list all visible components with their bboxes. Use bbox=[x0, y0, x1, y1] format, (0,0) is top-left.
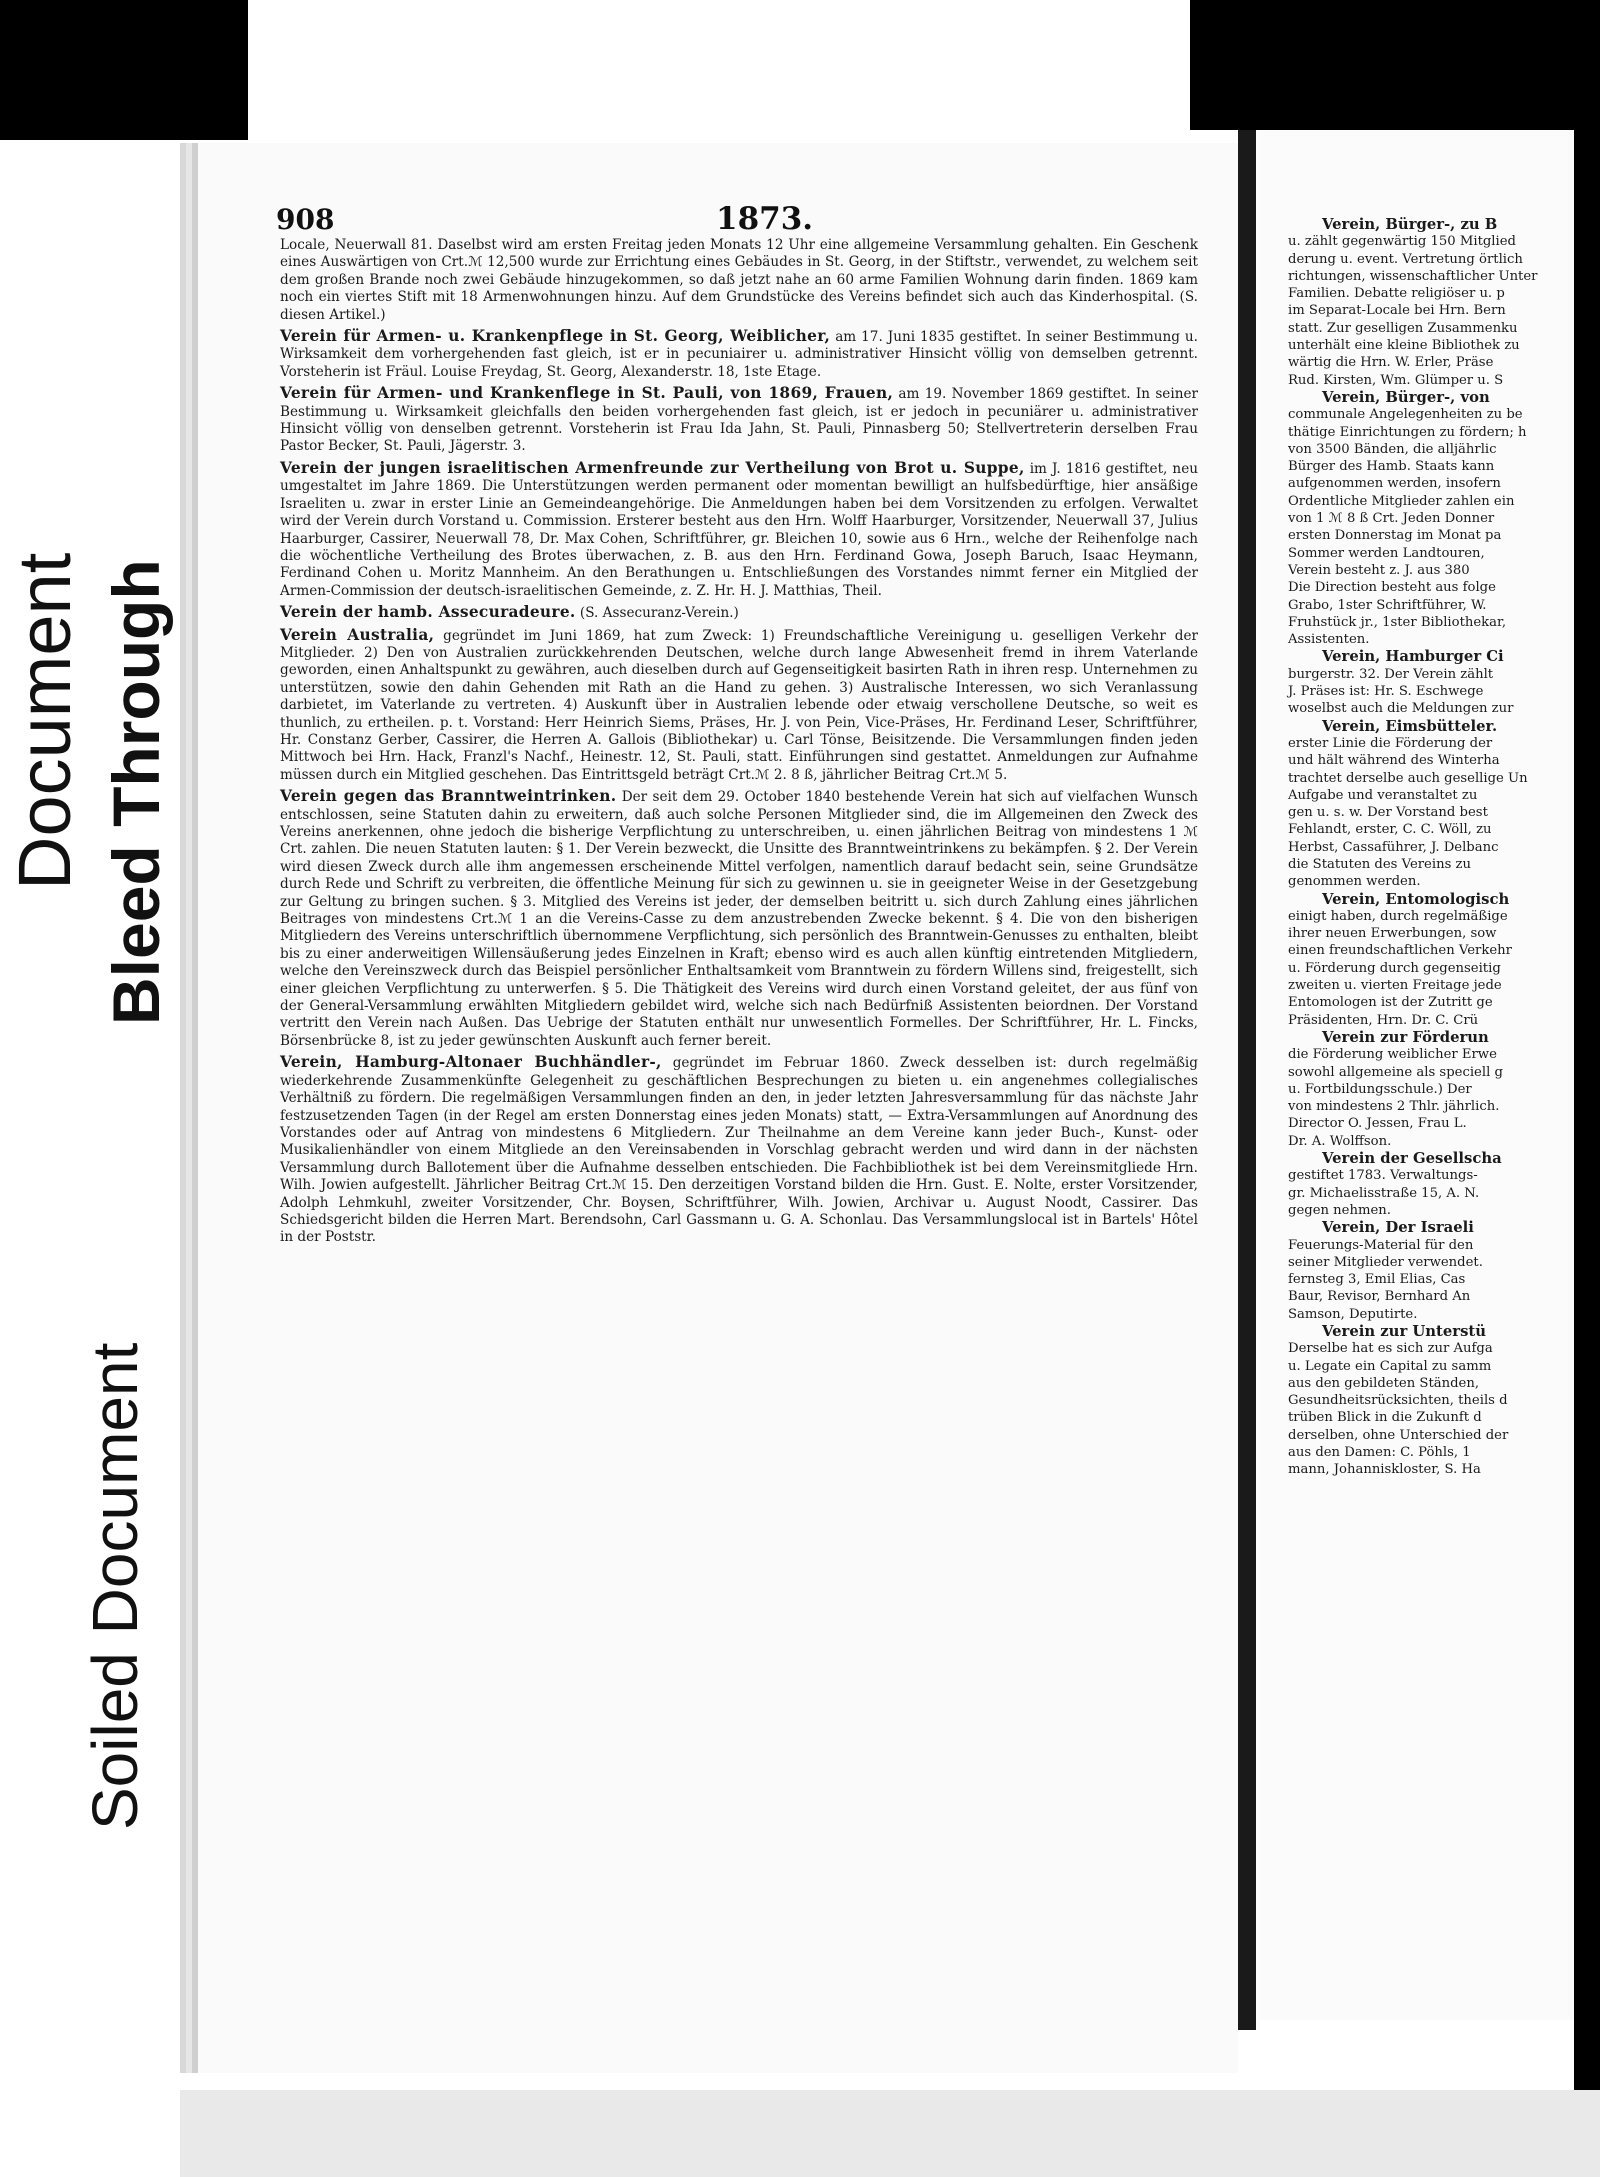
text-line: thätige Einrichtungen zu fördern; h bbox=[1288, 424, 1527, 440]
entry-body: Locale, Neuerwall 81. Daselbst wird am ersten Freitag jeden Monats 12 Uhr eine allgemeine Versammlung gehalten. Ein Geschenk eines Auswärtigen von Crt.ℳ 12,500 wurde zur Errichtung eines Gebäudes in St. Georg, in der Stiftstr., verwendet, zu welchem seit dem großen Brande noch zwei Gebäude hinzugekommen, so daß jetzt nahe an 60 arme Familien Wohnung darin finden. 1869 kam noch ein viertes Stift mit 18 Armenwohnungen hinzu. Auf dem Grundstücke des Vereins befindet sich auch das Kinderhospital. (S. diesen Artikel.) bbox=[280, 237, 1198, 323]
text-line: ersten Donnerstag im Monat pa bbox=[1288, 528, 1502, 544]
text-line: Familien. Debatte religiöser u. p bbox=[1288, 286, 1505, 302]
entry-body: im J. 1816 gestiftet, neu umgestaltet im Jahre 1869. Die Unterstützungen werden permanent oder momentan bewilligt an hulfsbedürftige, hier ansäßige Israeliten u. zwar in erster Linie an Gemeindeangehörige. Die Anmeldungen haben bei dem Vorsitzenden zu erfolgen. Verwaltet wird der Verein durch Vorstand u. Commission. Ersterer besteht aus den Hrn. Wolff Haarburger, Vorsitzender, Neuerwall 37, Julius Haarburger, Cassirer, Neuerwall 78, Dr. Max Cohen, Schriftführer, gr. Bleichen 10, sowie aus 6 Hrn., welche der Reihenfolge nach die wöchentliche Vertheilung des Brotes überwachen, z. B. aus den Hrn. Ferdinand Gowa, Joseph Baruch, Isaac Heymann, Ferdinand Cohen u. Moritz Mannheim. An den Berathungen u. Entschließungen des Vorstandes nimmt ferner ein Mitglied der Armen-Commission der deutsch-israelitischen Gemeinde, z. Z. Hr. H. J. Matthias, Theil. bbox=[280, 460, 1198, 599]
text-line: sowohl allgemeine als speciell g bbox=[1288, 1064, 1503, 1080]
right-page bbox=[1260, 130, 1574, 2020]
entry-heading: Verein für Armen- und Krankenflege in St. Pauli, von 1869, Frauen, bbox=[280, 384, 894, 403]
text-line: Dr. A. Wolffson. bbox=[1288, 1133, 1392, 1149]
label-document: Document bbox=[3, 552, 86, 890]
text-line: aufgenommen werden, insofern bbox=[1288, 476, 1501, 492]
text-line: u. Legate ein Capital zu samm bbox=[1288, 1358, 1492, 1374]
text-line: aus den Damen: C. Pöhls, 1 bbox=[1288, 1445, 1471, 1461]
text-line: einigt haben, durch regelmäßige bbox=[1288, 908, 1508, 924]
scan-border-top-right bbox=[1190, 0, 1600, 130]
entry-heading: Verein, Eimsbütteler. bbox=[1322, 717, 1498, 735]
text-line: Gesundheitsrücksichten, theils d bbox=[1288, 1393, 1508, 1409]
text-line: genommen werden. bbox=[1288, 874, 1421, 890]
text-line: u. Förderung durch gegenseitig bbox=[1288, 960, 1501, 976]
scan-border-bottom bbox=[180, 2090, 1600, 2177]
text-line: gen u. s. w. Der Vorstand best bbox=[1288, 805, 1488, 821]
page-year: 1873. bbox=[716, 201, 814, 237]
directory-entry bbox=[280, 604, 1198, 622]
text-line: die Förderung weiblicher Erwe bbox=[1288, 1047, 1497, 1063]
text-line: u. Fortbildungsschule.) Der bbox=[1288, 1081, 1472, 1097]
scan-border-top-left bbox=[0, 0, 248, 140]
text-line: zweiten u. vierten Freitage jede bbox=[1288, 978, 1502, 994]
text-line: Bürger des Hamb. Staats kann bbox=[1288, 459, 1495, 475]
text-line: von 1 ℳ 8 ß Crt. Jeden Donner bbox=[1288, 511, 1495, 527]
directory-entry bbox=[280, 237, 1198, 324]
text-line: von mindestens 2 Thlr. jährlich. bbox=[1288, 1099, 1500, 1115]
scan-border-right bbox=[1574, 0, 1600, 2177]
text-line: gegen nehmen. bbox=[1288, 1202, 1391, 1218]
entry-heading: Verein, Bürger-, zu B bbox=[1322, 216, 1498, 233]
entry-heading: Verein, Hamburg-Altonaer Buchhändler-, bbox=[280, 1053, 662, 1072]
text-line: Verein besteht z. J. aus 380 bbox=[1288, 562, 1470, 578]
directory-entry bbox=[280, 328, 1198, 381]
text-line: Herbst, Cassaführer, J. Delbanc bbox=[1288, 839, 1499, 855]
directory-entry bbox=[280, 385, 1198, 456]
text-line: Derselbe hat es sich zur Aufga bbox=[1288, 1341, 1493, 1357]
book-gutter bbox=[1238, 130, 1256, 2030]
text-line: von 3500 Bänden, die alljährlic bbox=[1288, 441, 1497, 457]
text-line: unterhält eine kleine Bibliothek zu bbox=[1288, 338, 1520, 354]
text-line: gr. Michaelisstraße 15, A. N. bbox=[1288, 1185, 1480, 1201]
text-line: trachtet derselbe auch gesellige Un bbox=[1288, 770, 1528, 786]
entry-heading: Verein der jungen israelitischen Armenfreunde zur Vertheilung von Brot u. Suppe, bbox=[280, 458, 1025, 477]
entry-body: am 17. Juni 1835 gestiftet. In seiner Bestimmung u. Wirksamkeit dem vorhergehenden fast gleich, ist er in pecuniairer u. administrativer Hinsicht völlig von demselben getrennt. Vorsteherin ist Fräul. Louise Freydag, St. Georg, Alexanderstr. 18, 1ste Etage. bbox=[280, 329, 1198, 380]
entry-body: Der seit dem 29. October 1840 bestehende Verein hat sich auf vielfachen Wunsch entschlossen, seine Statuten dahin zu erweitern, daß auch solche Personen Mitglieder sind, die im Allgemeinen den Zweck des Vereins anerkennen, ohne jedoch die bisherige Verpflichtung zu unterschreiben, u. einen jährlichen Beitrag von mindestens 1 ℳ Crt. zahlen. Die neuen Statuten lauten: § 1. Der Verein bezweckt, die Unsitte des Branntweintrinkens zu bekämpfen. § 2. Der Verein wird diesen Zweck durch alle ihm angemessen erscheinende Mittel verfolgen, namentlich darauf bedacht sein, seine Grundsätze durch Rede und Schrift zu verbreiten, die öffentliche Meinung für sich zu gewinnen u. sie in geeigneter Weise in der Gesetzgebung zur Geltung zu bringen suchen. § 3. Mitglied des Vereins ist jeder, der demselben beitritt u. sich durch Zahlung eines jährlichen Beitrages von mindestens Crt.ℳ 1 an die Vereins-Casse zu dem anzustrebenden Zwecke bekennt. § 4. Die von den bisherigen Mitgliedern des Vereins unterschriftlich übernommene Verpflichtung, sich persönlich des Branntwein-Genusses zu enthalten, bleibt bis zu einer anderweitigen Willensäußerung jedes Einzelnen in Kraft; ebenso wird es auch allen künftig eintretenden Mitgliedern, welche den Vereinszweck durch das Beispiel persönlicher Enthaltsamkeit vom Branntwein zu fördern Willens sind, freigestellt, sich einer gleichen Verpflichtung zu unterwerfen. § 5. Die Thätigkeit des Vereins wird durch einen Vorstand geleitet, der aus fünf von der General-Versammlung erwählten Mitgliedern gebildet wird, welche sich nach Bedürfniß Assistenten beiordnen. Der Vorstand vertritt den Verein nach Außen. Das Uebrige der Statuten enthält nur unwesentlich Formelles. Der Schriftführer, Hr. L. Fincks, Börsenbrücke 8, ist zu jeder gewünschten Auskunft auch ferner bereit. bbox=[280, 789, 1198, 1049]
text-line: aus den gebildeten Ständen, bbox=[1288, 1375, 1480, 1391]
entry-body: am 19. November 1869 gestiftet. In seiner Bestimmung u. Wirksamkeit gleichfalls den beiden vorhergehenden fast gleich, ist er jedoch in pecuniärer u. administrativer Hinsicht völlig von denselben getrennt. Vorsteherin ist Frau Ida Jahn, St. Pauli, Pinnasberg 50; Stellvertreterin derselben Frau Pastor Becker, St. Pauli, Jägerstr. 3. bbox=[280, 386, 1198, 455]
page-text bbox=[280, 237, 1198, 1247]
entry-heading: Verein zur Förderun bbox=[1322, 1028, 1489, 1046]
page-number: 908 bbox=[276, 203, 335, 236]
text-line: trüben Blick in die Zukunft d bbox=[1288, 1410, 1482, 1426]
text-line: einen freundschaftlichen Verkehr bbox=[1288, 943, 1512, 959]
text-line: Assistenten. bbox=[1288, 632, 1370, 648]
text-line: derselben, ohne Unterschied der bbox=[1288, 1427, 1509, 1443]
directory-entry bbox=[280, 627, 1198, 785]
text-line: burgerstr. 32. Der Verein zählt bbox=[1288, 666, 1494, 682]
text-line: statt. Zur geselligen Zusammenku bbox=[1288, 320, 1518, 336]
text-line: Fruhstück jr., 1ster Bibliothekar, bbox=[1288, 614, 1507, 630]
text-line: gestiftet 1783. Verwaltungs- bbox=[1288, 1168, 1478, 1184]
text-line: fernsteg 3, Emil Elias, Cas bbox=[1288, 1272, 1466, 1288]
entry-heading: Verein zur Unterstü bbox=[1322, 1323, 1487, 1340]
text-line: Sommer werden Landtouren, bbox=[1288, 545, 1485, 561]
text-line: J. Präses ist: Hr. S. Eschwege bbox=[1288, 684, 1484, 700]
text-line: Entomologen ist der Zutritt ge bbox=[1288, 995, 1493, 1011]
text-line: Fehlandt, erster, C. C. Wöll, zu bbox=[1288, 822, 1492, 838]
text-line: u. zählt gegenwärtig 150 Mitglied bbox=[1288, 234, 1516, 250]
directory-entry bbox=[280, 1054, 1198, 1246]
entry-body: (S. Assecuranz-Verein.) bbox=[575, 605, 739, 622]
right-page-text bbox=[1288, 216, 1574, 1479]
entry-body: gegründet im Juni 1869, hat zum Zweck: 1) Freundschaftliche Vereinigung u. geselligen Verkehr der Mitglieder. 2) Den von Australien zurückkehrenden Deutschen, welche durch lange Abwesenheit fremd in ihrem Vaterlande geworden, einen Anhaltspunkt zu gewähren, auch dieselben durch auf Gegenseitigkeit basirten Rath in ihren resp. Unternehmen zu unterstützen, sowie den dahin Gehenden mit Rath an die Hand zu gehen. 3) Australische Interessen, wo sich Veranlassung darbietet, im Vaterlande zu vertreten. 4) Auskunft über in Australien lebende oder etwaig verschollene Deutsche, so weit es thunlich, zu ertheilen. p. t. Vorstand: Herr Heinrich Siems, Präses, Hr. J. von Pein, Vice-Präses, Hr. Ferdinand Leser, Schriftführer, Hr. Constanz Gerber, Cassirer, die Herren A. Gallois (Bibliothekar) u. Carl Tönse, Beisitzende. Die Versammlungen finden jeden Mittwoch bei Hrn. Hack, Franzl's Nachf., Heinestr. 12, St. Pauli, statt. Einführungen sind gestattet. Anmeldungen zur Aufnahme müssen durch ein Mitglied geschehen. Das Eintrittsgeld beträgt Crt.ℳ 2. 8 ß, jährlicher Beitrag Crt.ℳ 5. bbox=[280, 627, 1198, 783]
text-line: Baur, Revisor, Bernhard An bbox=[1288, 1289, 1471, 1305]
text-line: die Statuten des Vereins zu bbox=[1288, 856, 1471, 872]
entry-heading: Verein, Der Israeli bbox=[1322, 1219, 1474, 1237]
text-line: und hält während des Winterha bbox=[1288, 753, 1500, 769]
text-line: Die Direction besteht aus folge bbox=[1288, 580, 1496, 596]
left-page bbox=[192, 143, 1238, 2073]
text-line: communale Angelegenheiten zu be bbox=[1288, 407, 1523, 423]
text-line: Aufgabe und veranstaltet zu bbox=[1288, 787, 1478, 803]
text-line: Samson, Deputirte. bbox=[1288, 1306, 1418, 1322]
label-soiled-document: Soiled Document bbox=[79, 1342, 151, 1830]
text-line: wärtig die Hrn. W. Erler, Präse bbox=[1288, 355, 1494, 371]
text-line: ihrer neuen Erwerbungen, sow bbox=[1288, 926, 1497, 942]
text-line: Präsidenten, Hrn. Dr. C. Crü bbox=[1288, 1012, 1479, 1028]
entry-heading: Verein für Armen- u. Krankenpflege in St. Georg, Weiblicher, bbox=[280, 327, 831, 346]
text-line: Director O. Jessen, Frau L. bbox=[1288, 1116, 1467, 1132]
entry-heading: Verein, Entomologisch bbox=[1322, 890, 1510, 908]
text-line: Ordentliche Mitglieder zahlen ein bbox=[1288, 493, 1515, 509]
text-line: Rud. Kirsten, Wm. Glümper u. S bbox=[1288, 372, 1504, 388]
text-line: Grabo, 1ster Schriftführer, W. bbox=[1288, 597, 1487, 613]
entry-heading: Verein Australia, bbox=[280, 625, 435, 644]
entry-heading: Verein, Hamburger Ci bbox=[1322, 648, 1504, 666]
text-line: erster Linie die Förderung der bbox=[1288, 735, 1493, 751]
text-line: seiner Mitglieder verwendet. bbox=[1288, 1254, 1483, 1270]
directory-entry bbox=[280, 460, 1198, 600]
label-bleed-through: Bleed Through bbox=[99, 559, 173, 1025]
entry-heading: Verein gegen das Branntweintrinken. bbox=[280, 787, 617, 806]
text-line: im Separat-Locale bei Hrn. Bern bbox=[1288, 303, 1506, 319]
text-line: richtungen, wissenschaftlicher Unter bbox=[1288, 268, 1538, 284]
text-line: mann, Johanniskloster, S. Ha bbox=[1288, 1462, 1481, 1478]
entry-heading: Verein der Gesellscha bbox=[1322, 1150, 1502, 1168]
text-line: Feuerungs-Material für den bbox=[1288, 1237, 1474, 1253]
entry-heading: Verein, Bürger-, von bbox=[1322, 388, 1490, 406]
text-line: derung u. event. Vertretung örtlich bbox=[1288, 251, 1523, 267]
text-line: woselbst auch die Meldungen zur bbox=[1288, 701, 1514, 717]
entry-heading: Verein der hamb. Assecuradeure. bbox=[280, 603, 576, 622]
directory-entry bbox=[280, 788, 1198, 1050]
entry-body: gegründet im Februar 1860. Zweck desselben ist: durch regelmäßig wiederkehrende Zusammenkünfte Gelegenheit zu geschäftlichen Besprechungen zu bieten u. ein angenehmes collegialisches Verhältniß zu fördern. Die regelmäßigen Versammlungen finden an den, in jeder letzten Jahresversammlung für das nächste Jahr festzusetzenden Tagen (in der Regel am ersten Donnerstag eines jeden Monats) statt, — Extra-Versammlungen auf Anordnung des Vorstandes oder auf Antrag von mindestens 6 Mitgliedern. Zur Theilnahme an dem Vereine kann jeder Buch-, Kunst- oder Musikalienhändler von einem Mitgliede an den Vereinsabenden in Vorschlag gebracht werden und wird dann in der nächsten Versammlung durch Ballotement über die Aufnahme desselben entschieden. Die Fachbibliothek ist bei dem Vereinsmitgliede Hrn. Wilh. Jowien aufgestellt. Jährlicher Beitrag Crt.ℳ 15. Den derzeitigen Vorstand bilden die Hrn. Gust. E. Nolte, erster Vorsitzender, Adolph Lehmkuhl, zweiter Vorsitzender, Chr. Boysen, Schriftführer, Wilh. Jowien, Archivar u. August Noodt, Cassirer. Das Schiedsgericht bilden die Herren Mart. Berendsohn, Carl Gassmann u. G. A. Schonlau. Das Versammlungslocal ist in Bartels' Hôtel in der Poststr. bbox=[280, 1055, 1198, 1246]
page-header bbox=[276, 203, 1196, 239]
